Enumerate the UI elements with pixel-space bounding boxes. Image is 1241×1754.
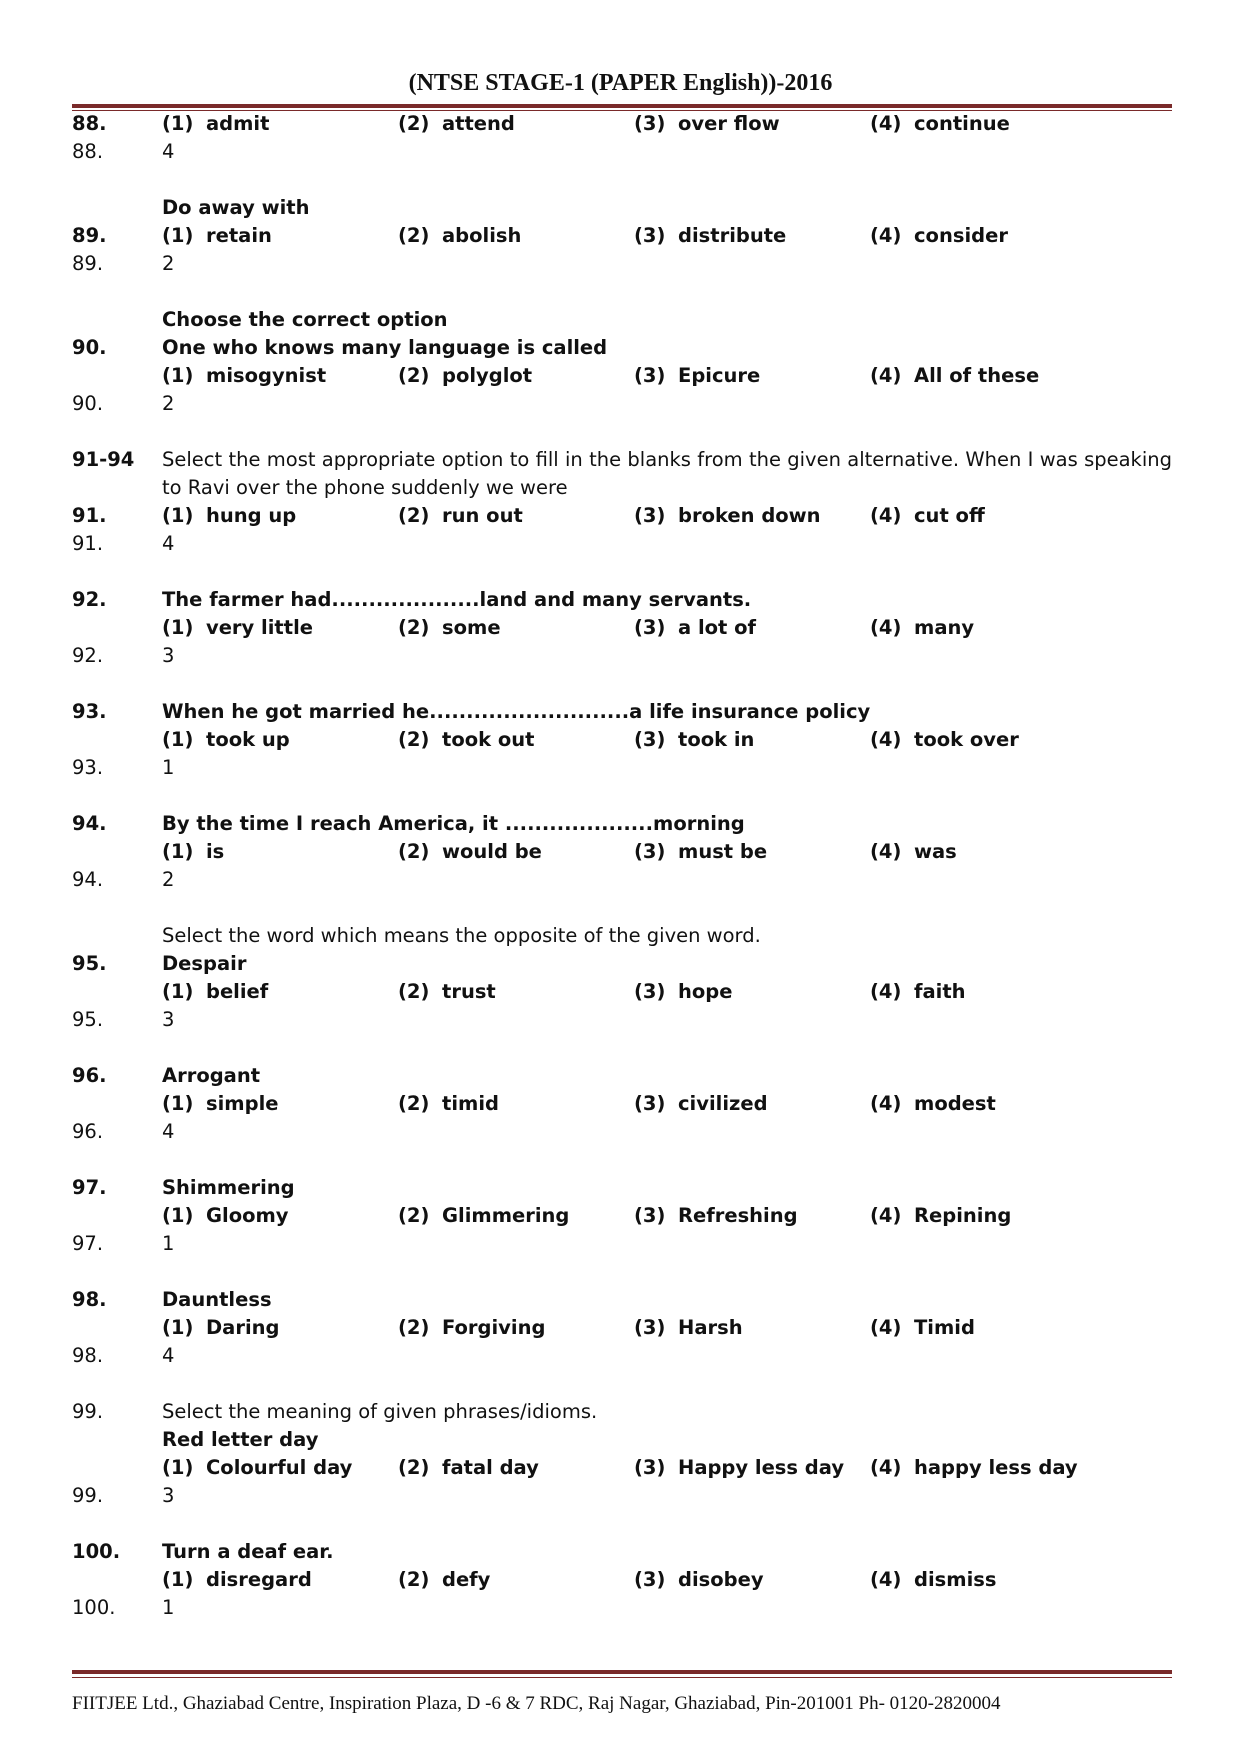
option-3: (3) Epicure — [634, 364, 761, 387]
question-number: 88. — [72, 112, 107, 135]
answer-98 — [72, 1342, 1172, 1370]
option-1: (1) misogynist — [162, 364, 327, 387]
question-96-prompt — [72, 1062, 1172, 1090]
question-97-options — [72, 1202, 1172, 1230]
option-4: (4) modest — [870, 1092, 996, 1115]
option-1: (1) Gloomy — [162, 1204, 289, 1227]
option-1: (1) hung up — [162, 504, 297, 527]
question-list — [72, 110, 1172, 1622]
option-2: (2) attend — [398, 112, 515, 135]
answer-value: 4 — [162, 140, 175, 163]
question-prompt: Arrogant — [162, 1064, 261, 1087]
question-94-options — [72, 838, 1172, 866]
answer-value: 4 — [162, 1344, 175, 1367]
question-90-prompt — [72, 334, 1172, 362]
page-header: (NTSE STAGE-1 (PAPER English))-2016 — [408, 70, 833, 96]
answer-value: 1 — [162, 1232, 175, 1255]
question-89-prompt — [72, 194, 1172, 222]
question-number: 93. — [72, 700, 107, 723]
answer-number: 98. — [72, 1344, 104, 1367]
option-3: (3) took in — [634, 728, 755, 751]
option-2: (2) trust — [398, 980, 496, 1003]
question-98-prompt — [72, 1286, 1172, 1314]
option-3: (3) distribute — [634, 224, 787, 247]
answer-number: 94. — [72, 868, 104, 891]
option-4: (4) happy less day — [870, 1456, 1078, 1479]
answer-number: 91. — [72, 532, 104, 555]
option-2: (2) run out — [398, 504, 523, 527]
question-98-options — [72, 1314, 1172, 1342]
question-89-options — [72, 222, 1172, 250]
answer-91 — [72, 530, 1172, 558]
answer-value: 1 — [162, 1596, 175, 1619]
question-number: 97. — [72, 1176, 107, 1199]
option-2: (2) defy — [398, 1568, 491, 1591]
option-1: (1) very little — [162, 616, 313, 639]
option-4: (4) continue — [870, 112, 1010, 135]
answer-88 — [72, 138, 1172, 166]
question-95-options — [72, 978, 1172, 1006]
answer-96 — [72, 1118, 1172, 1146]
option-1: (1) disregard — [162, 1568, 312, 1591]
footer-rule-thin — [72, 1677, 1172, 1678]
question-97-prompt — [72, 1174, 1172, 1202]
answer-number: 93. — [72, 756, 104, 779]
section-instruction: Select the word which means the opposite of the given word. — [162, 924, 761, 947]
answer-number: 96. — [72, 1120, 104, 1143]
answer-number: 88. — [72, 140, 104, 163]
question-99-instruction — [72, 1398, 1172, 1426]
option-2: (2) Forgiving — [398, 1316, 546, 1339]
answer-value: 4 — [162, 532, 175, 555]
option-3: (3) civilized — [634, 1092, 768, 1115]
answer-value: 2 — [162, 392, 175, 415]
question-number: 98. — [72, 1288, 107, 1311]
question-number: 89. — [72, 224, 107, 247]
question-number: 90. — [72, 336, 107, 359]
answer-95 — [72, 1006, 1172, 1034]
option-1: (1) Colourful day — [162, 1456, 353, 1479]
question-number: 91. — [72, 504, 107, 527]
question-number: 99. — [72, 1400, 104, 1423]
question-95-prompt — [72, 950, 1172, 978]
section-instruction: Select the most appropriate option to fill in the blanks from the given alternative. When I was speaking to Ravi over the phone suddenly we were — [162, 448, 1172, 499]
answer-93 — [72, 754, 1172, 782]
option-3: (3) must be — [634, 840, 768, 863]
option-1: (1) took up — [162, 728, 290, 751]
question-90-options — [72, 362, 1172, 390]
option-3: (3) over flow — [634, 112, 780, 135]
option-2: (2) timid — [398, 1092, 499, 1115]
option-2: (2) abolish — [398, 224, 522, 247]
option-2: (2) Glimmering — [398, 1204, 570, 1227]
answer-number: 92. — [72, 644, 104, 667]
option-1: (1) Daring — [162, 1316, 280, 1339]
option-4: (4) faith — [870, 980, 966, 1003]
question-prompt: Despair — [162, 952, 247, 975]
answer-value: 2 — [162, 252, 175, 275]
header-rule-thick — [72, 104, 1172, 108]
question-prompt: One who knows many language is called — [162, 336, 608, 359]
question-94-prompt — [72, 810, 1172, 838]
question-prompt: When he got married he...........................a life insurance policy — [162, 700, 871, 723]
question-100-prompt — [72, 1538, 1172, 1566]
option-4: (4) consider — [870, 224, 1008, 247]
question-99-options — [72, 1454, 1172, 1482]
question-prompt: The farmer had....................land and many servants. — [162, 588, 752, 611]
option-1: (1) admit — [162, 112, 270, 135]
option-4: (4) cut off — [870, 504, 985, 527]
question-prompt: Turn a deaf ear. — [162, 1540, 334, 1563]
answer-100 — [72, 1594, 1172, 1622]
answer-number: 99. — [72, 1484, 104, 1507]
answer-92 — [72, 642, 1172, 670]
answer-value: 3 — [162, 644, 175, 667]
question-91-options — [72, 502, 1172, 530]
option-1: (1) belief — [162, 980, 269, 1003]
question-93-prompt — [72, 698, 1172, 726]
section-91-94-instruction — [72, 446, 1172, 502]
question-92-prompt — [72, 586, 1172, 614]
option-3: (3) hope — [634, 980, 733, 1003]
answer-number: 97. — [72, 1232, 104, 1255]
option-3: (3) Harsh — [634, 1316, 743, 1339]
answer-value: 2 — [162, 868, 175, 891]
question-prompt: Do away with — [162, 196, 310, 219]
option-1: (1) is — [162, 840, 225, 863]
section-instruction: Select the meaning of given phrases/idioms. — [162, 1400, 598, 1423]
question-90-instruction — [72, 306, 1172, 334]
option-4: (4) dismiss — [870, 1568, 997, 1591]
footer-rule-thick — [72, 1670, 1172, 1674]
question-prompt: Red letter day — [162, 1428, 319, 1451]
answer-value: 4 — [162, 1120, 175, 1143]
option-2: (2) fatal day — [398, 1456, 539, 1479]
option-4: (4) All of these — [870, 364, 1040, 387]
question-100-options — [72, 1566, 1172, 1594]
answer-number: 95. — [72, 1008, 104, 1031]
option-4: (4) many — [870, 616, 975, 639]
answer-94 — [72, 866, 1172, 894]
question-99-prompt — [72, 1426, 1172, 1454]
question-88-options — [72, 110, 1172, 138]
question-number: 94. — [72, 812, 107, 835]
option-3: (3) Happy less day — [634, 1456, 845, 1479]
option-3: (3) a lot of — [634, 616, 757, 639]
answer-value: 3 — [162, 1008, 175, 1031]
option-2: (2) took out — [398, 728, 535, 751]
answer-89 — [72, 250, 1172, 278]
question-number: 96. — [72, 1064, 107, 1087]
answer-number: 90. — [72, 392, 104, 415]
option-2: (2) would be — [398, 840, 542, 863]
option-4: (4) Timid — [870, 1316, 975, 1339]
option-1: (1) retain — [162, 224, 272, 247]
answer-99 — [72, 1482, 1172, 1510]
answer-value: 3 — [162, 1484, 175, 1507]
question-number: 92. — [72, 588, 107, 611]
option-4: (4) took over — [870, 728, 1019, 751]
option-4: (4) was — [870, 840, 957, 863]
question-92-options — [72, 614, 1172, 642]
question-93-options — [72, 726, 1172, 754]
option-2: (2) some — [398, 616, 501, 639]
option-3: (3) broken down — [634, 504, 821, 527]
answer-90 — [72, 390, 1172, 418]
question-prompt: Dauntless — [162, 1288, 272, 1311]
option-1: (1) simple — [162, 1092, 279, 1115]
answer-97 — [72, 1230, 1172, 1258]
section-number: 91-94 — [72, 448, 135, 471]
page-footer: FIITJEE Ltd., Ghaziabad Centre, Inspiration Plaza, D -6 & 7 RDC, Raj Nagar, Ghaziabad, Pin-201001 Ph- 0120-2820004 — [72, 1693, 1001, 1714]
answer-number: 100. — [72, 1596, 116, 1619]
option-2: (2) polyglot — [398, 364, 533, 387]
option-3: (3) Refreshing — [634, 1204, 798, 1227]
question-prompt: Shimmering — [162, 1176, 295, 1199]
option-3: (3) disobey — [634, 1568, 764, 1591]
question-prompt: By the time I reach America, it ....................morning — [162, 812, 745, 835]
question-number: 100. — [72, 1540, 121, 1563]
section-95-instruction — [72, 922, 1172, 950]
section-instruction: Choose the correct option — [162, 308, 448, 331]
answer-number: 89. — [72, 252, 104, 275]
option-4: (4) Repining — [870, 1204, 1012, 1227]
answer-value: 1 — [162, 756, 175, 779]
question-96-options — [72, 1090, 1172, 1118]
question-number: 95. — [72, 952, 107, 975]
